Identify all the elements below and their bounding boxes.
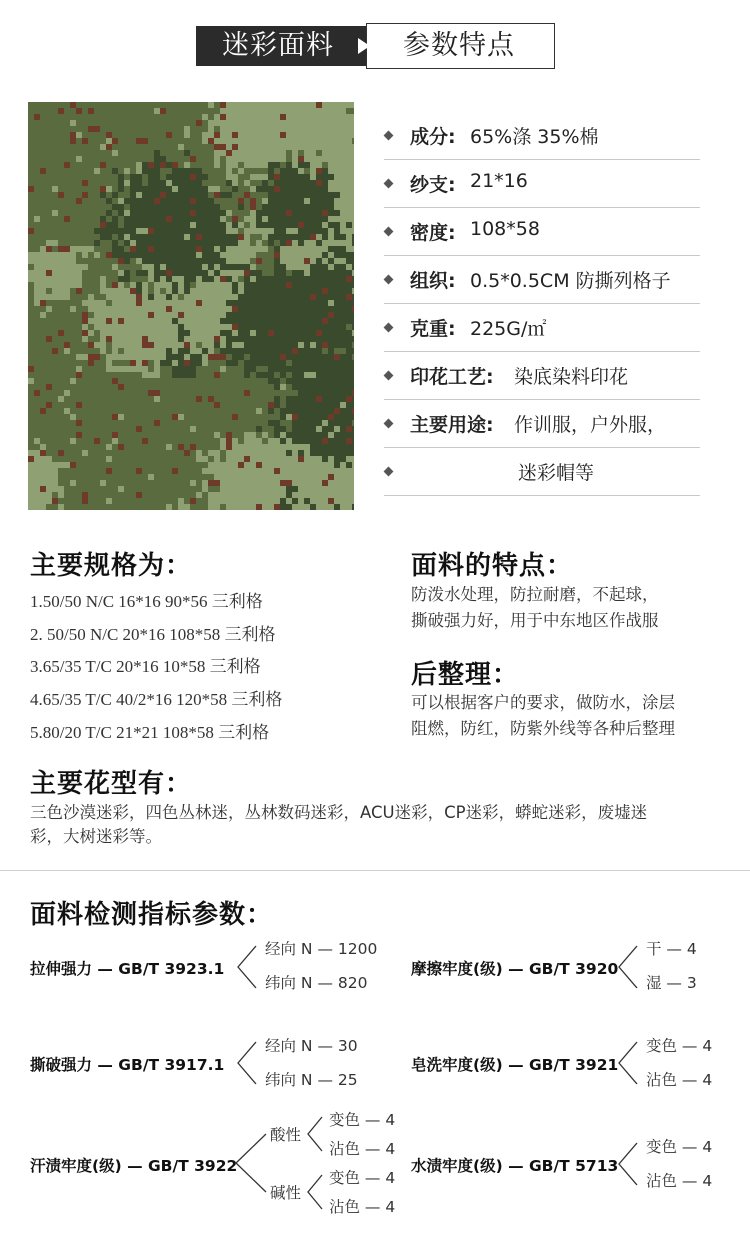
diamond-bullet-icon <box>384 275 394 285</box>
test-tensile-weft: 纬向 N — 820 <box>265 974 368 992</box>
patterns-line: 三色沙漠迷彩，四色丛林迷，丛林数码迷彩，ACU迷彩，CP迷彩，蟒蛇迷彩，废墟迷 <box>30 803 648 822</box>
spec-item: 4.65/35 T/C 40/2*16 120*58 三利格 <box>30 690 283 709</box>
test-sweat-alkali: 碱性 <box>270 1184 302 1202</box>
property-value: 225G/㎡ <box>470 318 547 340</box>
play-arrow-icon <box>358 38 370 54</box>
title-fabric: 迷彩面料 <box>222 30 334 61</box>
property-label: 纱支: <box>410 174 456 196</box>
test-sweat-alkali-color-change: 变色 — 4 <box>329 1169 396 1187</box>
property-value: 0.5*0.5CM 防撕列格子 <box>470 270 671 292</box>
property-label: 成分: <box>410 126 456 148</box>
property-usage-continued <box>384 448 700 496</box>
bracket-icon <box>617 1143 639 1185</box>
test-tensile-name: 拉伸强力 — GB/T 3923.1 <box>30 960 225 978</box>
test-soaping-color-change: 变色 — 4 <box>646 1037 713 1055</box>
test-rubbing-name: 摩擦牢度(级) — GB/T 3920 <box>411 960 619 978</box>
tests-heading: 面料检测指标参数： <box>30 900 274 930</box>
test-sweat-name: 汗渍牢度(级) — GB/T 3922 <box>30 1157 238 1175</box>
bracket-icon <box>306 1175 324 1209</box>
test-rubbing-wet: 湿 — 3 <box>646 974 697 992</box>
property-label: 组织: <box>410 270 456 292</box>
bracket-icon <box>617 1042 639 1084</box>
bracket-icon <box>236 1042 258 1084</box>
bracket-icon <box>236 946 258 988</box>
property-label: 主要用途: <box>410 414 494 436</box>
section-divider <box>0 870 750 871</box>
title-params: 参数特点 <box>403 30 515 61</box>
spec-item: 3.65/35 T/C 20*16 10*58 三利格 <box>30 657 261 676</box>
test-tear-weft: 纬向 N — 25 <box>265 1071 358 1089</box>
test-tear-name: 撕破强力 — GB/T 3917.1 <box>30 1056 225 1074</box>
test-tensile-warp: 经向 N — 1200 <box>265 940 378 958</box>
diamond-bullet-icon <box>384 419 394 429</box>
property-printing <box>384 352 700 400</box>
test-sweat-acid: 酸性 <box>270 1126 302 1144</box>
features-text <box>411 582 659 634</box>
test-rubbing-dry: 干 — 4 <box>646 940 697 958</box>
test-water-staining: 沾色 — 4 <box>646 1172 713 1190</box>
finishing-heading: 后整理： <box>411 660 520 690</box>
test-sweat-acid-staining: 沾色 — 4 <box>329 1140 396 1158</box>
property-value: 作训服，户外服， <box>514 414 667 436</box>
test-sweat-alkali-staining: 沾色 — 4 <box>329 1198 396 1216</box>
diamond-bullet-icon <box>384 467 394 477</box>
property-value: 迷彩帽等 <box>518 462 595 484</box>
property-usage <box>384 400 700 448</box>
camouflage-fabric-image <box>28 102 354 510</box>
specs-heading: 主要规格为： <box>30 551 193 581</box>
property-yarn-count <box>384 160 700 208</box>
property-value: 65%涤 35%棉 <box>470 126 599 148</box>
test-sweat-acid-color-change: 变色 — 4 <box>329 1111 396 1129</box>
diamond-bullet-icon <box>384 179 394 189</box>
property-value: 染底染料印花 <box>514 366 629 388</box>
diamond-bullet-icon <box>384 371 394 381</box>
spec-item: 1.50/50 N/C 16*16 90*56 三利格 <box>30 592 263 611</box>
property-weight <box>384 304 700 352</box>
bracket-icon <box>617 946 639 988</box>
diamond-bullet-icon <box>384 227 394 237</box>
spec-item: 5.80/20 T/C 21*21 108*58 三利格 <box>30 723 270 742</box>
test-tear-warp: 经向 N — 30 <box>265 1037 358 1055</box>
property-value: 21*16 <box>470 170 528 192</box>
diamond-bullet-icon <box>384 323 394 333</box>
features-line: 防泼水处理，防拉耐磨，不起球， <box>411 585 659 604</box>
patterns-heading: 主要花型有： <box>30 769 193 799</box>
property-density <box>384 208 700 256</box>
finishing-line: 阻燃，防红，防紫外线等各种后整理 <box>411 719 675 738</box>
test-soaping-name: 皂洗牢度(级) — GB/T 3921 <box>411 1056 619 1074</box>
property-weave <box>384 256 700 304</box>
spec-item: 2. 50/50 N/C 20*16 108*58 三利格 <box>30 625 276 644</box>
property-composition <box>384 112 700 160</box>
property-label: 印花工艺: <box>410 366 494 388</box>
diamond-bullet-icon <box>384 131 394 141</box>
bracket-icon <box>306 1117 324 1151</box>
features-line: 撕破强力好，用于中东地区作战服 <box>411 611 659 630</box>
finishing-text <box>411 690 675 742</box>
bracket-icon <box>234 1134 268 1192</box>
section-title-light <box>366 23 555 69</box>
finishing-line: 可以根据客户的要求，做防水，涂层 <box>411 693 675 712</box>
test-water-color-change: 变色 — 4 <box>646 1138 713 1156</box>
property-value: 108*58 <box>470 218 540 240</box>
features-heading: 面料的特点： <box>411 551 574 581</box>
patterns-line: 彩，大树迷彩等。 <box>30 827 162 846</box>
property-label: 克重: <box>410 318 456 340</box>
property-label: 密度: <box>410 222 456 244</box>
test-soaping-staining: 沾色 — 4 <box>646 1071 713 1089</box>
patterns-text <box>30 801 730 849</box>
test-water-name: 水渍牢度(级) — GB/T 5713 <box>411 1157 619 1175</box>
